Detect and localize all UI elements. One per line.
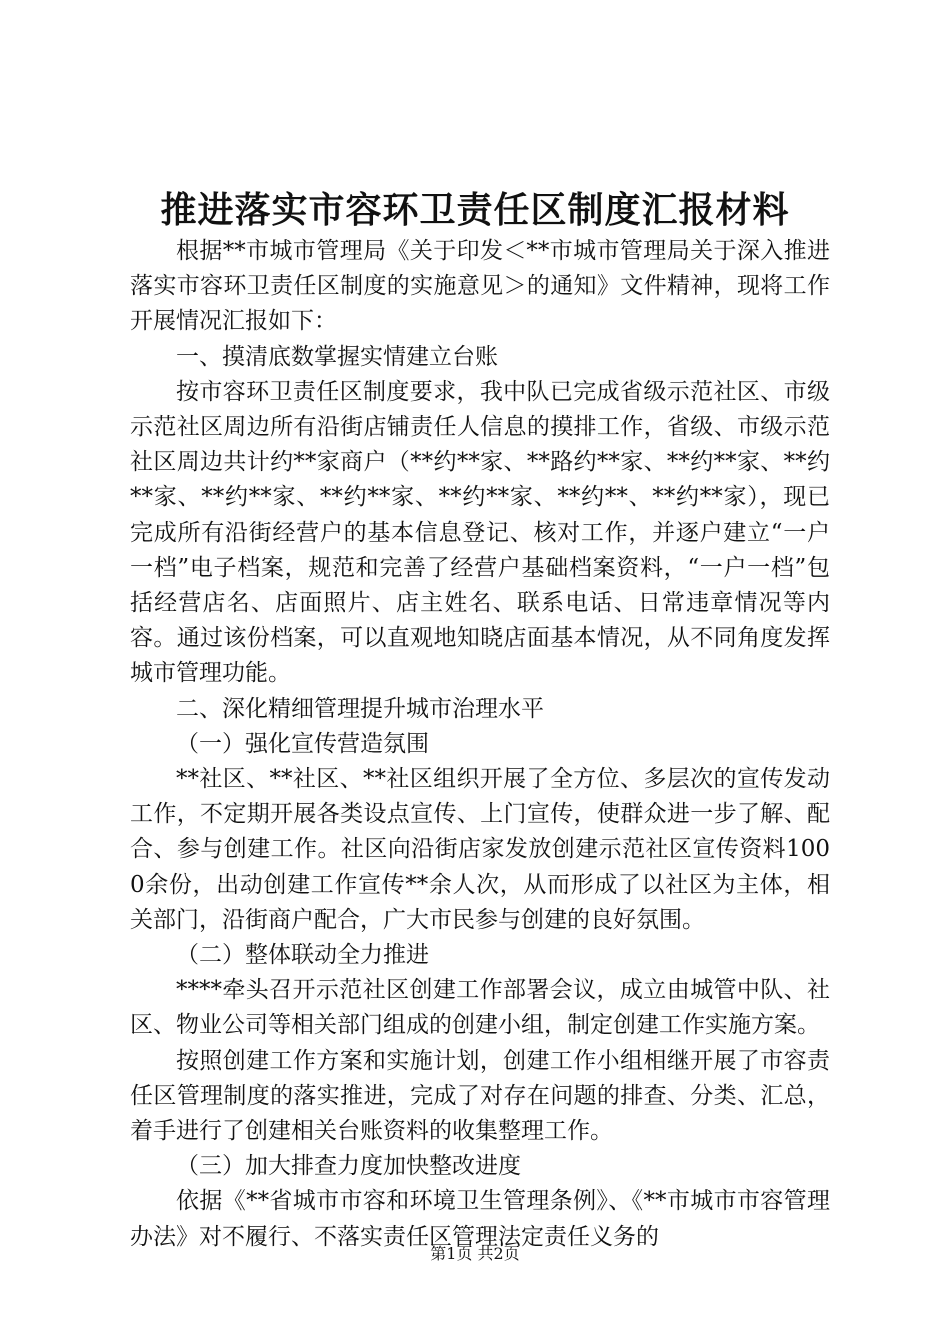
paragraph-intro: 根据**市城市管理局《关于印发＜**市城市管理局关于深入推进落实市容环卫责任区制度的实施意见＞的通知》文件精神，现将工作开展情况汇报如下： xyxy=(130,238,830,335)
paragraph-publicity: **社区、**社区、**社区组织开展了全方位、多层次的宣传发动工作，不定期开展各类设点宣传、上门宣传，使群众进一步了解、配合、参与创建工作。社区向沿街店家发放创建示范社区宣传资料1000余份，出动创建工作宣传**余人次，从而形成了以社区为主体，相关部门，沿街商户配合，广大市民参与创建的良好氛围。 xyxy=(130,766,830,933)
subsection-heading-1: （一）强化宣传营造氛围 xyxy=(176,730,429,757)
paragraph-meeting: ****牵头召开示范社区创建工作部署会议，成立由城管中队、社区、物业公司等相关部门组成的创建小组，制定创建工作实施方案。 xyxy=(130,977,830,1039)
paragraph-ledger: 按市容环卫责任区制度要求，我中队已完成省级示范社区、市级示范社区周边所有沿街店铺责任人信息的摸排工作，省级、市级示范社区周边共计约**家商户（**约**家、**路约**家、**约**家、**约**家、**约**家、**约**家、**约**家、**约**、**约**家），现已完成所有沿街经营户的基本信息登记、核对工作，并逐户建立“一户一档”电子档案，规范和完善了经营户基础档案资料，“一户一档”包括经营店名、店面照片、店主姓名、联系电话、日常违章情况等内容。通过该份档案，可以直观地知晓店面基本情况，从不同角度发挥城市管理功能。 xyxy=(130,378,830,687)
subsection-heading-3: （三）加大排查力度加快整改进度 xyxy=(176,1153,521,1180)
subsection-heading-2: （二）整体联动全力推进 xyxy=(176,942,429,969)
document-title: 推进落实市容环卫责任区制度汇报材料 xyxy=(160,189,790,231)
paragraph-plan: 按照创建工作方案和实施计划，创建工作小组相继开展了市容责任区管理制度的落实推进，完成了对存在问题的排查、分类、汇总，着手进行了创建相关台账资料的收集整理工作。 xyxy=(130,1047,830,1145)
section-heading-2: 二、深化精细管理提升城市治理水平 xyxy=(176,695,544,722)
section-heading-1: 一、摸清底数掌握实情建立台账 xyxy=(176,343,498,370)
page-footer: 第1页 共2页 xyxy=(430,1244,520,1263)
paragraph-regulation: 依据《**省城市市容和环境卫生管理条例》、《**市城市市容管理办法》对不履行、不落实责任区管理法定责任义务的 xyxy=(130,1188,830,1250)
document-body xyxy=(130,234,830,1255)
